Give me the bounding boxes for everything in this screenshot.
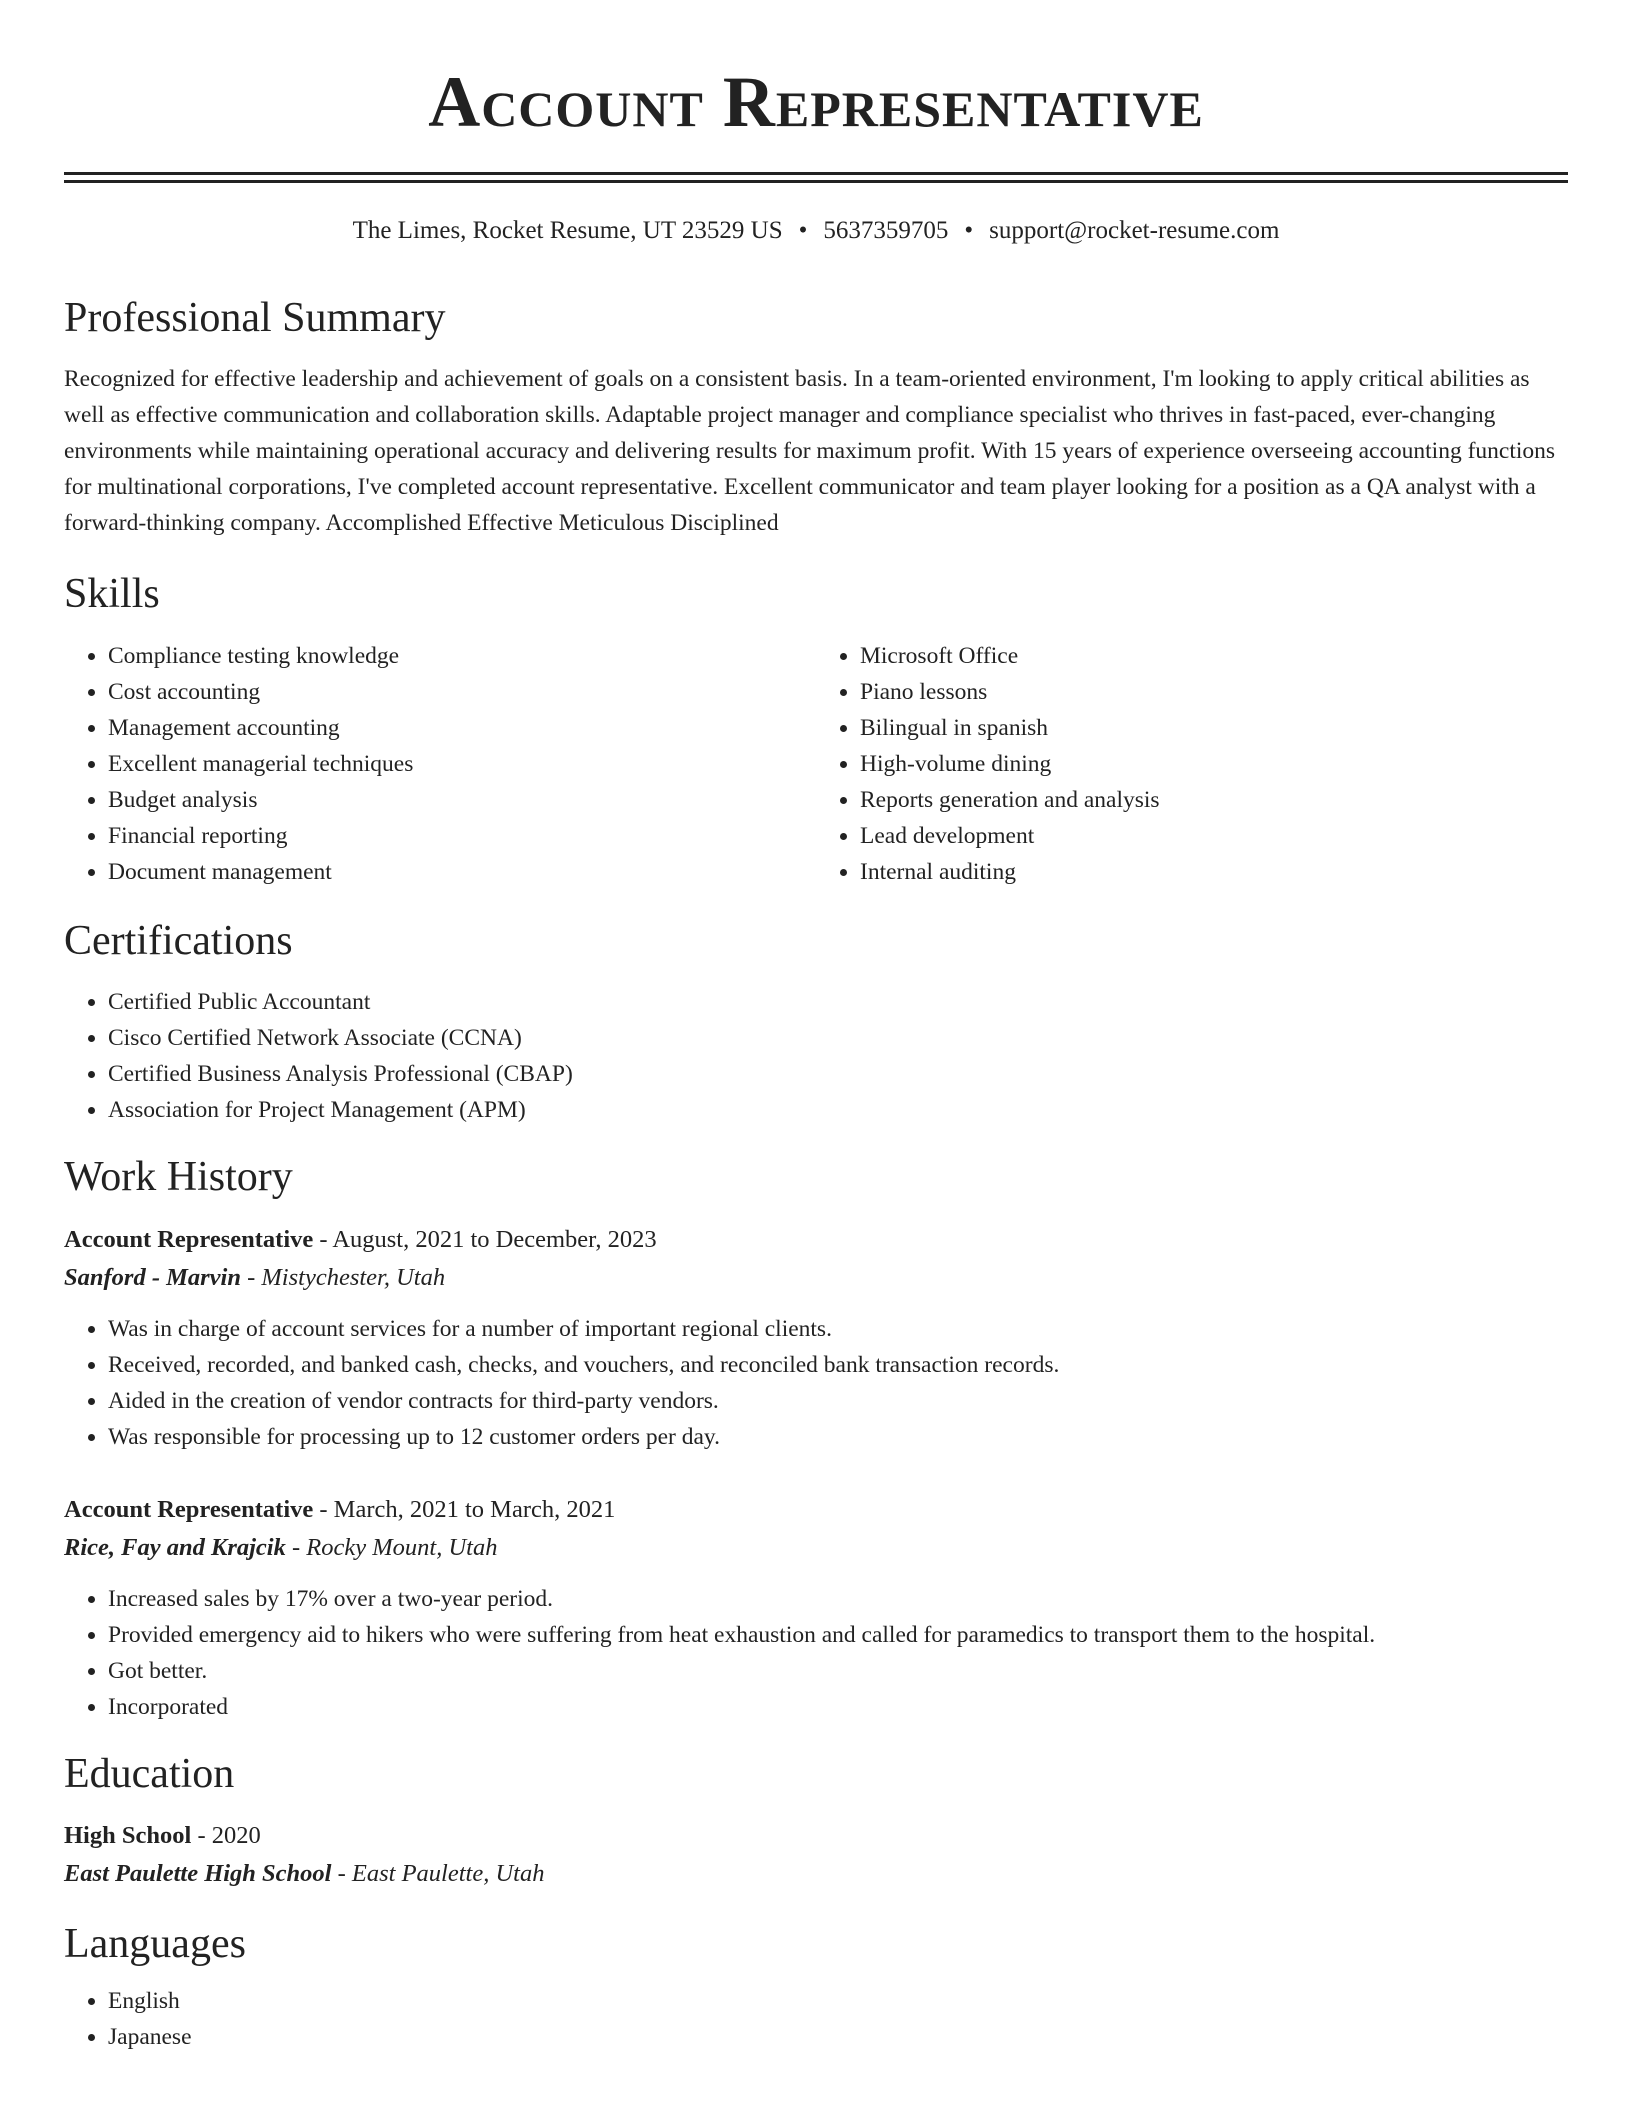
summary-heading: Professional Summary (64, 295, 446, 341)
skill-item: • High-volume dining (860, 746, 1568, 782)
contact-address: The Limes, Rocket Resume, UT 23529 US (352, 217, 783, 244)
certification-item: • Cisco Certified Network Associate (CCNA) (108, 1020, 1568, 1056)
skill-item: • Reports generation and analysis (860, 782, 1568, 818)
contact-separator: • (798, 217, 808, 244)
skill-item: • Budget analysis (108, 782, 816, 818)
skill-item: • Compliance testing knowledge (108, 638, 816, 674)
education-entry (64, 1817, 1568, 1893)
contact-separator: • (964, 217, 974, 244)
skill-item: • Piano lessons (860, 674, 1568, 710)
skills-columns (64, 638, 1568, 890)
languages-list (64, 1983, 1568, 2055)
job-bullet: • Was in charge of account services for a number of important regional clients. (108, 1311, 1568, 1347)
job-company: Sanford - Marvin (64, 1263, 241, 1291)
job-entry (64, 1491, 1568, 1725)
job-bullet: • Was responsible for processing up to 12 customer orders per day. (108, 1419, 1568, 1455)
contact-email: support@rocket-resume.com (989, 217, 1280, 244)
education-heading: Education (64, 1750, 235, 1797)
certifications-list (64, 984, 1568, 1128)
skill-item: • Bilingual in spanish (860, 710, 1568, 746)
job-title-line (64, 1491, 1568, 1529)
job-bullet: • Incorporated (108, 1689, 1568, 1725)
skills-list-right (816, 638, 1568, 890)
job-bullets (64, 1311, 1568, 1455)
skill-item: • Financial reporting (108, 818, 816, 854)
job-bullet: • Increased sales by 17% over a two-year period. (108, 1581, 1568, 1617)
work-history-heading: Work History (64, 1154, 293, 1201)
resume-name: Account Representative (428, 62, 1204, 142)
skill-item: • Lead development (860, 818, 1568, 854)
job-company: Rice, Fay and Krajcik (64, 1533, 286, 1561)
skill-item: • Excellent managerial techniques (108, 746, 816, 782)
job-dates: - August, 2021 to December, 2023 (319, 1225, 657, 1253)
job-title: Account Representative (64, 1225, 314, 1253)
job-bullet: • Aided in the creation of vendor contracts for third-party vendors. (108, 1383, 1568, 1419)
education-year: - 2020 (197, 1821, 261, 1849)
job-entry (64, 1221, 1568, 1455)
education-school: East Paulette High School (64, 1859, 332, 1887)
job-bullets (64, 1581, 1568, 1725)
job-title: Account Representative (64, 1495, 314, 1523)
job-location: - Rocky Mount, Utah (291, 1533, 498, 1561)
job-title-line (64, 1221, 1568, 1259)
contact-line (64, 217, 1568, 245)
language-item: • Japanese (108, 2019, 1568, 2055)
skill-item: • Internal auditing (860, 854, 1568, 890)
skills-heading: Skills (64, 571, 160, 618)
education-location: - East Paulette, Utah (337, 1859, 545, 1887)
job-bullet: • Received, recorded, and banked cash, checks, and vouchers, and reconciled bank transaction records. (108, 1347, 1568, 1383)
skills-list-left (64, 638, 816, 890)
skill-item: • Cost accounting (108, 674, 816, 710)
certification-item: • Certified Public Accountant (108, 984, 1568, 1020)
job-location: - Mistychester, Utah (247, 1263, 446, 1291)
certification-item: • Association for Project Management (APM) (108, 1092, 1568, 1128)
skill-item: • Document management (108, 854, 816, 890)
skill-item: • Microsoft Office (860, 638, 1568, 674)
job-bullet: • Provided emergency aid to hikers who were suffering from heat exhaustion and called for paramedics to transport them to the hospital. (108, 1617, 1568, 1653)
contact-phone: 5637359705 (823, 217, 949, 244)
job-company-line (64, 1529, 1568, 1567)
language-item: • English (108, 1983, 1568, 2019)
job-dates: - March, 2021 to March, 2021 (319, 1495, 616, 1523)
summary-text: Recognized for effective leadership and achievement of goals on a consistent basis. In a team-oriented environment, I'm looking to apply critical abilities as well as effective communication and collaboration skills. Adaptable project manager and compliance specialist who thrives in fast-paced, ever-changing environments while maintaining operational accuracy and delivering results for maximum profit. With 15 years of experience overseeing accounting functions for multinational corporations, I've completed account representative. Excellent communicator and team player looking for a position as a QA analyst with a forward-thinking company. Accomplished Effective Meticulous Disciplined (64, 366, 1556, 537)
education-degree: High School (64, 1821, 192, 1849)
education-school-line (64, 1855, 1568, 1893)
certification-item: • Certified Business Analysis Professional (CBAP) (108, 1056, 1568, 1092)
languages-heading: Languages (64, 1920, 246, 1967)
skill-item: • Management accounting (108, 710, 816, 746)
job-bullet: • Got better. (108, 1653, 1568, 1689)
certifications-heading: Certifications (64, 917, 293, 964)
header-double-rule (64, 172, 1568, 183)
job-company-line (64, 1259, 1568, 1297)
education-degree-line (64, 1817, 1568, 1855)
